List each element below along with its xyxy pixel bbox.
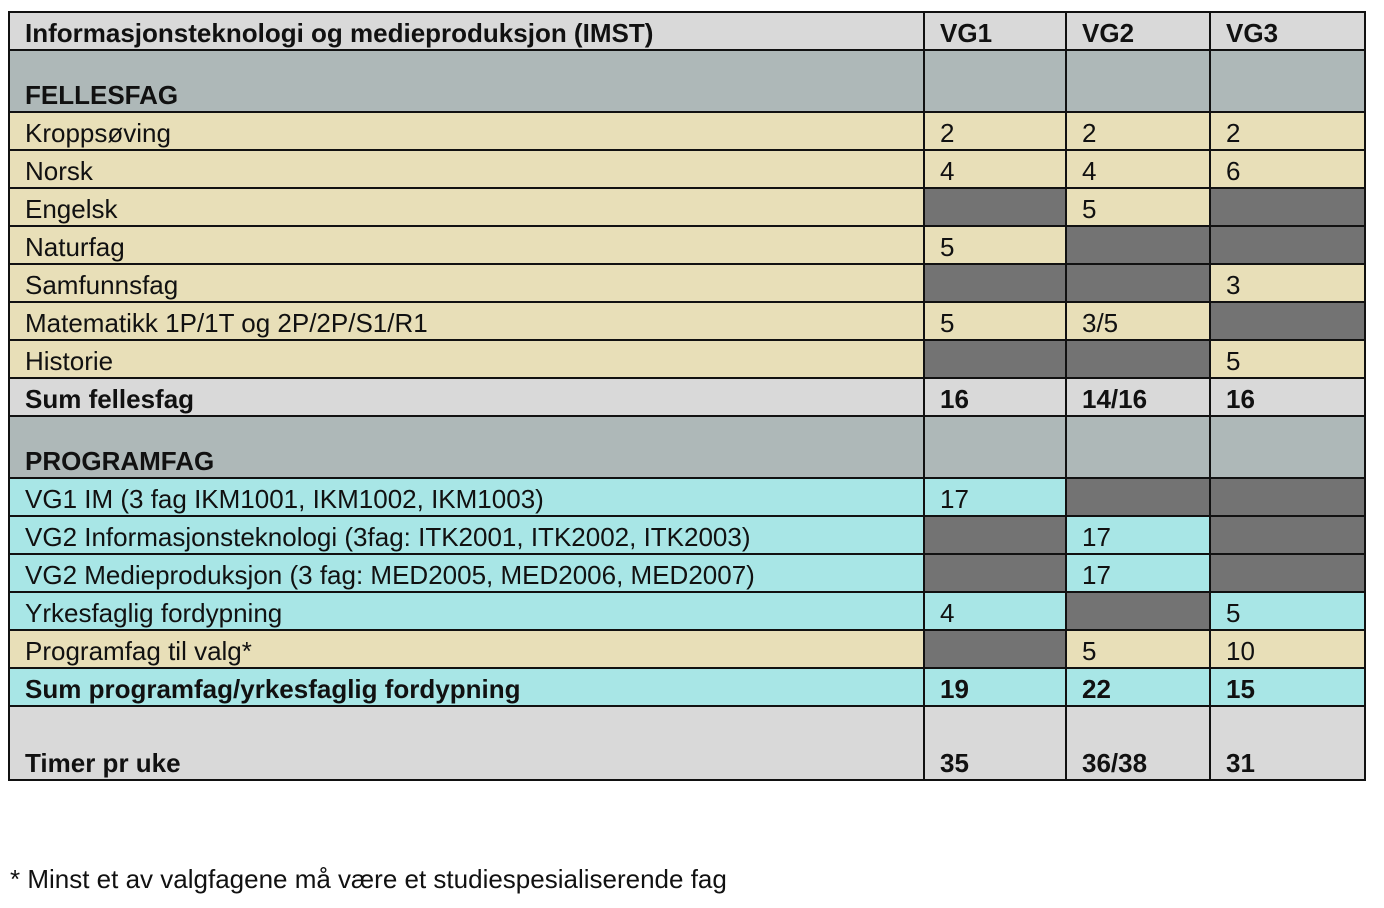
table-row	[9, 340, 1365, 378]
row-label: VG2 Informasjonsteknologi (3fag: ITK2001, ITK2002, ITK2003)	[9, 516, 924, 554]
table-row	[9, 264, 1365, 302]
row-label: VG2 Medieproduksjon (3 fag: MED2005, MED2006, MED2007)	[9, 554, 924, 592]
hours-cell: 15	[1210, 668, 1365, 706]
hours-cell: 10	[1210, 630, 1365, 668]
hours-cell: 14/16	[1066, 378, 1210, 416]
section-cell	[1210, 416, 1365, 478]
table-row	[9, 516, 1365, 554]
section-cell	[924, 50, 1066, 112]
section-cell	[1210, 50, 1365, 112]
section-cell	[1066, 50, 1210, 112]
not-applicable-cell	[1066, 478, 1210, 516]
hours-cell: 6	[1210, 150, 1365, 188]
hours-cell: 3/5	[1066, 302, 1210, 340]
hours-cell: 2	[1210, 112, 1365, 150]
not-applicable-cell	[1210, 478, 1365, 516]
hours-cell: 4	[924, 150, 1066, 188]
row-label: Matematikk 1P/1T og 2P/2P/S1/R1	[9, 302, 924, 340]
curriculum-table	[8, 11, 1366, 781]
not-applicable-cell	[1066, 340, 1210, 378]
table-row	[9, 112, 1365, 150]
section-row	[9, 50, 1365, 112]
table-row	[9, 554, 1365, 592]
not-applicable-cell	[924, 264, 1066, 302]
not-applicable-cell	[924, 630, 1066, 668]
col-header-vg2: VG2	[1066, 12, 1210, 50]
table-row	[9, 226, 1365, 264]
not-applicable-cell	[1066, 264, 1210, 302]
table-row	[9, 188, 1365, 226]
hours-cell: 17	[1066, 516, 1210, 554]
hours-cell: 5	[1210, 340, 1365, 378]
hours-cell: 2	[1066, 112, 1210, 150]
row-label: Samfunnsfag	[9, 264, 924, 302]
not-applicable-cell	[1210, 554, 1365, 592]
row-label: Timer pr uke	[9, 706, 924, 780]
table-row	[9, 592, 1365, 630]
row-label: VG1 IM (3 fag IKM1001, IKM1002, IKM1003)	[9, 478, 924, 516]
row-label: Naturfag	[9, 226, 924, 264]
row-label: Historie	[9, 340, 924, 378]
hours-cell: 5	[1066, 188, 1210, 226]
not-applicable-cell	[1210, 516, 1365, 554]
table-row	[9, 302, 1365, 340]
section-row	[9, 416, 1365, 478]
row-label: Engelsk	[9, 188, 924, 226]
table-title: Informasjonsteknologi og medieproduksjon (IMST)	[9, 12, 924, 50]
not-applicable-cell	[1066, 226, 1210, 264]
row-label: FELLESFAG	[9, 50, 924, 112]
hours-cell: 17	[1066, 554, 1210, 592]
section-cell	[924, 416, 1066, 478]
not-applicable-cell	[1210, 188, 1365, 226]
row-label: Kroppsøving	[9, 112, 924, 150]
not-applicable-cell	[1210, 302, 1365, 340]
not-applicable-cell	[924, 188, 1066, 226]
table-row	[9, 630, 1365, 668]
hours-cell: 5	[1066, 630, 1210, 668]
hours-cell: 4	[1066, 150, 1210, 188]
table-row	[9, 478, 1365, 516]
row-label: PROGRAMFAG	[9, 416, 924, 478]
row-label: Norsk	[9, 150, 924, 188]
col-header-vg1: VG1	[924, 12, 1066, 50]
hours-cell: 36/38	[1066, 706, 1210, 780]
not-applicable-cell	[924, 340, 1066, 378]
hours-cell: 16	[924, 378, 1066, 416]
footnote: * Minst et av valgfagene må være et studiespesialiserende fag	[10, 864, 727, 894]
row-label: Sum fellesfag	[9, 378, 924, 416]
table-row	[9, 150, 1365, 188]
sum-row	[9, 706, 1365, 780]
hours-cell: 3	[1210, 264, 1365, 302]
hours-cell: 4	[924, 592, 1066, 630]
hours-cell: 5	[1210, 592, 1365, 630]
header-row	[9, 12, 1365, 50]
hours-cell: 31	[1210, 706, 1365, 780]
hours-cell: 5	[924, 302, 1066, 340]
not-applicable-cell	[924, 554, 1066, 592]
section-cell	[1066, 416, 1210, 478]
not-applicable-cell	[1210, 226, 1365, 264]
hours-cell: 17	[924, 478, 1066, 516]
row-label: Yrkesfaglig fordypning	[9, 592, 924, 630]
col-header-vg3: VG3	[1210, 12, 1365, 50]
row-label: Sum programfag/yrkesfaglig fordypning	[9, 668, 924, 706]
hours-cell: 35	[924, 706, 1066, 780]
sum-row	[9, 378, 1365, 416]
hours-cell: 19	[924, 668, 1066, 706]
hours-cell: 5	[924, 226, 1066, 264]
hours-cell: 16	[1210, 378, 1365, 416]
sum-row	[9, 668, 1365, 706]
hours-cell: 2	[924, 112, 1066, 150]
not-applicable-cell	[1066, 592, 1210, 630]
not-applicable-cell	[924, 516, 1066, 554]
row-label: Programfag til valg*	[9, 630, 924, 668]
hours-cell: 22	[1066, 668, 1210, 706]
